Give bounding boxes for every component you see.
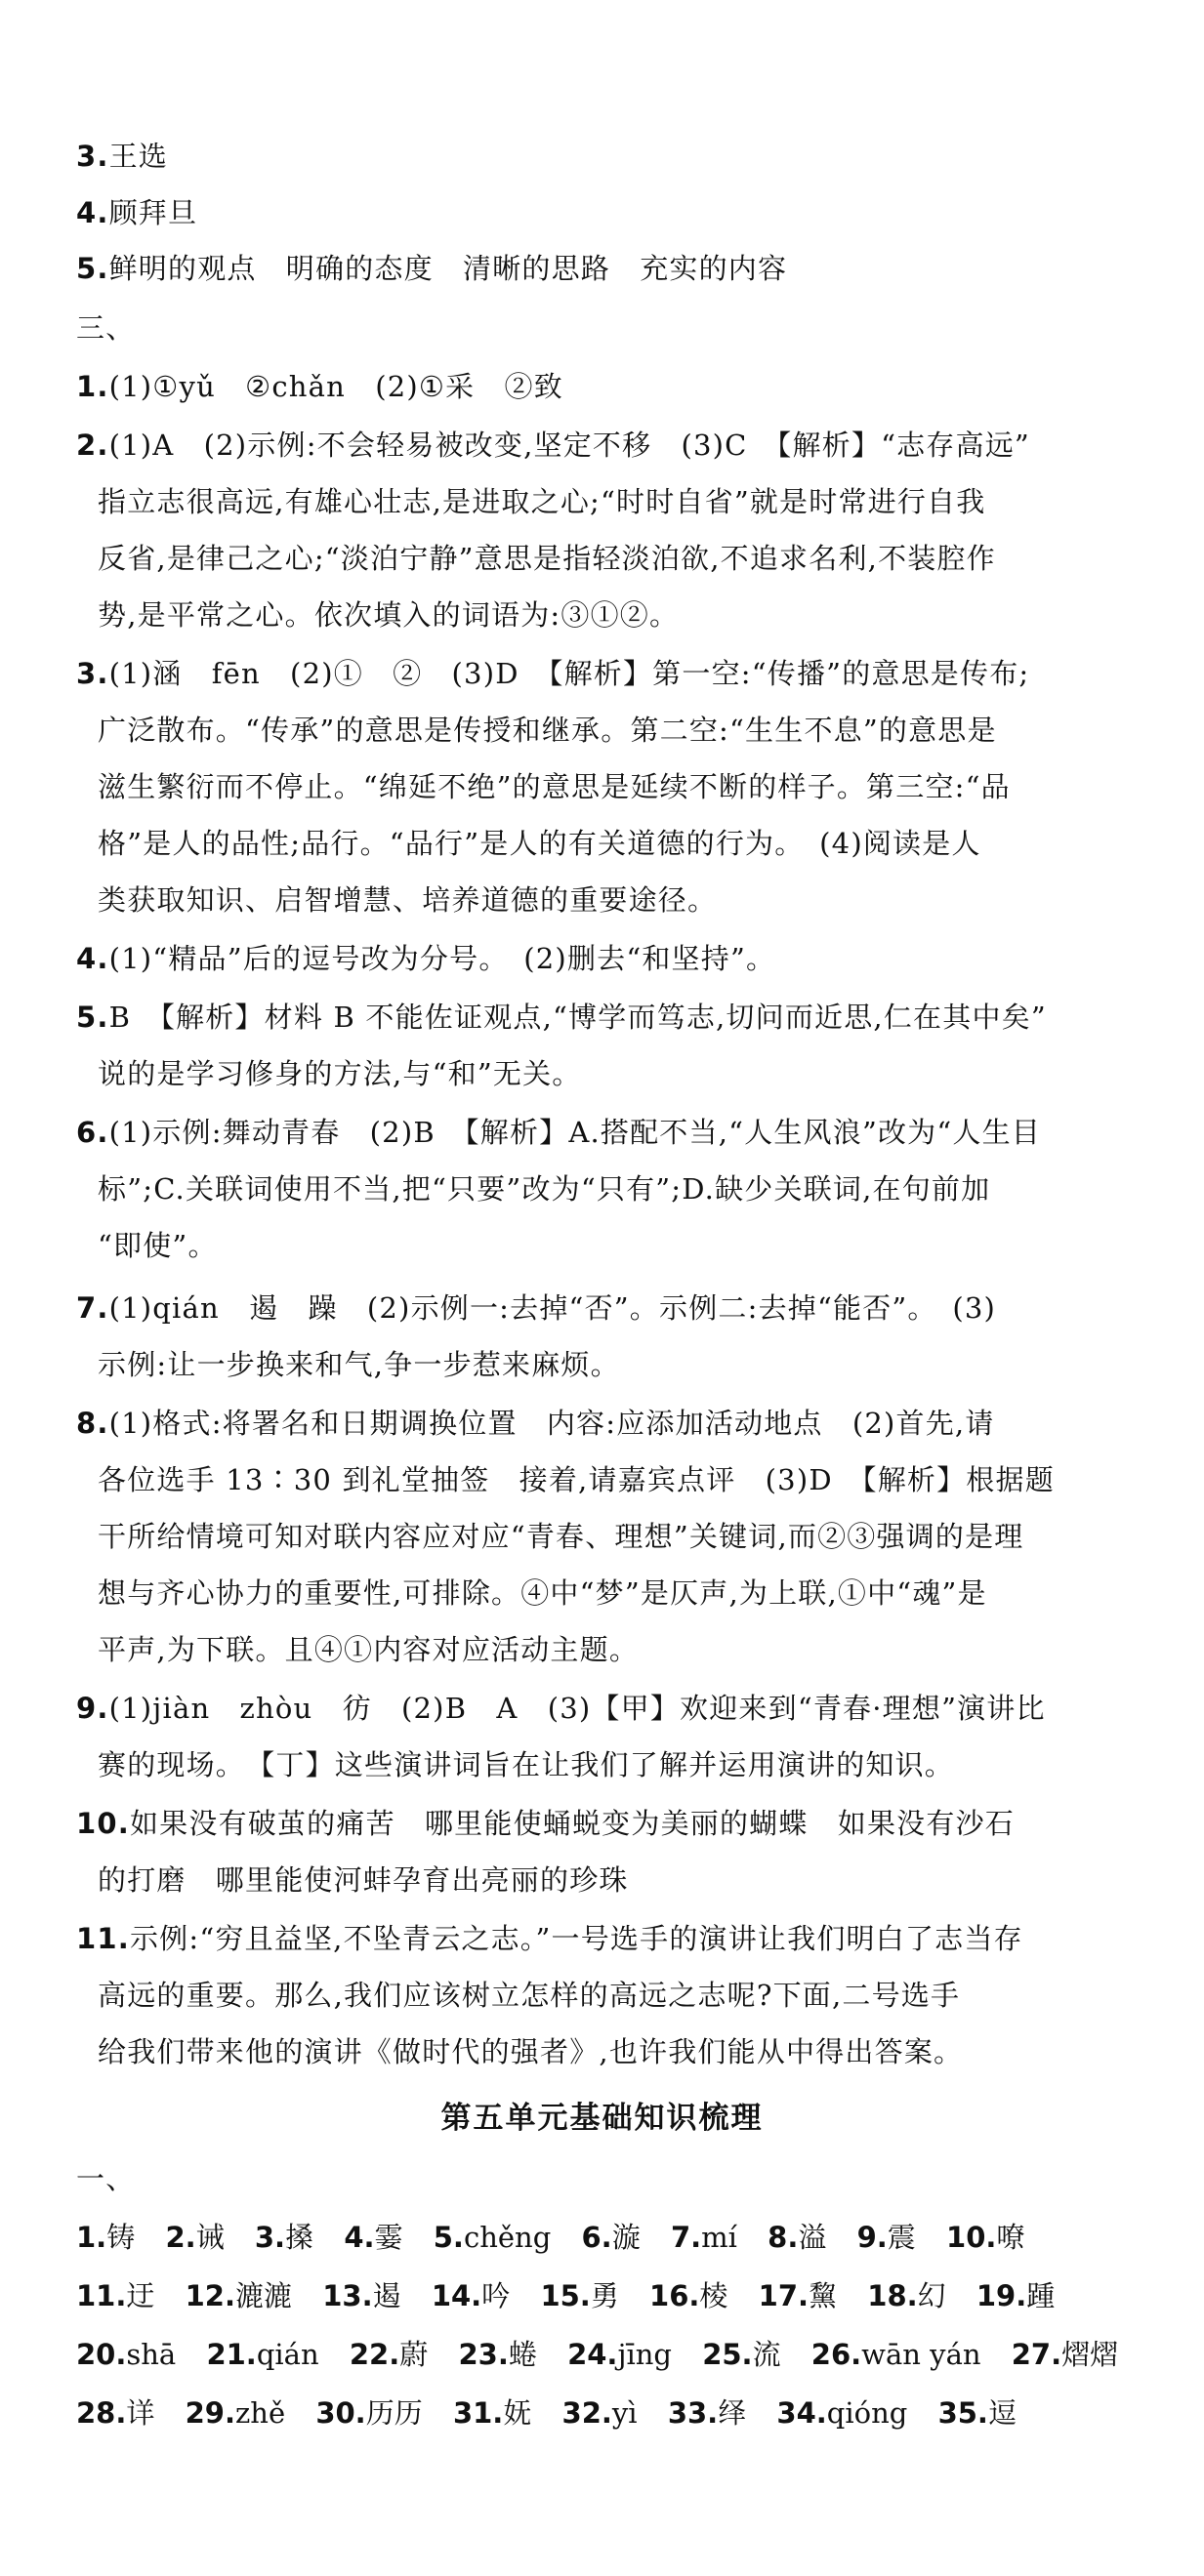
vocab-item: 17.黧: [758, 2279, 838, 2312]
answer-q4: 4.顾拜旦: [76, 196, 198, 229]
answer-s8-line: 平声,为下联。且④①内容对应活动主题。: [98, 1633, 640, 1666]
vocab-item: 20.shā: [76, 2338, 177, 2371]
vocab-item: 10.嘹: [946, 2221, 1025, 2254]
vocab-item: 4.霎: [344, 2221, 403, 2254]
vocab-item: 14.吟: [431, 2279, 511, 2312]
vocab-item: 25.流: [702, 2338, 781, 2371]
answer-s5-line: 5.B 【解析】材料 B 不能佐证观点,“博学而笃志,切问而近思,仁在其中矣”: [76, 1001, 1047, 1034]
vocab-item: 29.zhě: [185, 2396, 286, 2430]
answer-s11-line: 高远的重要。那么,我们应该树立怎样的高远之志呢?下面,二号选手: [98, 1979, 961, 2012]
answer-s8-line: 干所给情境可知对联内容应对应“青春、理想”关键词,而②③强调的是理: [98, 1520, 1024, 1553]
vocab-item: 5.chěng: [433, 2221, 552, 2254]
answer-q3: 3.王选: [76, 140, 169, 173]
answer-s8-line: 各位选手 13∶30 到礼堂抽签 接着,请嘉宾点评 (3)D 【解析】根据题: [98, 1463, 1055, 1496]
answer-s6-line: “即使”。: [98, 1229, 218, 1262]
answer-s4-line: 4.(1)“精品”后的逗号改为分号。 (2)删去“和坚持”。: [76, 942, 776, 975]
vocab-item: 8.溢: [768, 2221, 827, 2254]
answer-s8-line: 8.(1)格式:将署名和日期调换位置 内容:应添加活动地点 (2)首先,请: [76, 1407, 995, 1440]
vocab-item: 35.逗: [937, 2396, 1017, 2430]
vocab-item: 23.蜷: [458, 2338, 537, 2371]
vocab-item: 7.mí: [670, 2221, 737, 2254]
answer-s7-line: 7.(1)qián 遏 躁 (2)示例一:去掉“否”。示例二:去掉“能否”。 (3): [76, 1291, 996, 1325]
vocab-item: 16.棱: [649, 2279, 728, 2312]
unit5-section-heading: 一、: [76, 2162, 136, 2195]
answer-q5: 5.鲜明的观点 明确的态度 清晰的思路 充实的内容: [76, 252, 788, 285]
vocab-item: 32.yì: [561, 2396, 638, 2430]
answer-s7-line: 示例:让一步换来和气,争一步惹来麻烦。: [98, 1348, 620, 1381]
answer-s10-line: 10.如果没有破茧的痛苦 哪里能使蛹蜕变为美丽的蝴蝶 如果没有沙石: [76, 1807, 1015, 1840]
section-heading-3: 三、: [76, 311, 136, 345]
vocab-item: 22.蔚: [349, 2338, 429, 2371]
answer-s8-line: 想与齐心协力的重要性,可排除。④中“梦”是仄声,为上联,①中“魂”是: [98, 1576, 987, 1610]
answer-s11-line: 11.示例:“穷且益坚,不坠青云之志。”一号选手的演讲让我们明白了志当存: [76, 1922, 1023, 1955]
vocab-item: 19.踵: [976, 2279, 1056, 2312]
vocab-row-4: [76, 2393, 1141, 2433]
answer-s2-line: 2.(1)A (2)示例:不会轻易被改变,坚定不移 (3)C 【解析】“志存高远”: [76, 429, 1030, 462]
answer-s9-line: 9.(1)jiàn zhòu 彷 (2)B A (3)【甲】欢迎来到“青春·理想”演讲比: [76, 1692, 1046, 1725]
vocab-item: 33.绎: [667, 2396, 747, 2430]
answer-s3-line: 广泛散布。“传承”的意思是传授和继承。第二空:“生生不息”的意思是: [98, 714, 997, 747]
vocab-item: 15.勇: [540, 2279, 619, 2312]
vocab-item: 31.妩: [452, 2396, 532, 2430]
vocab-item: 9.震: [856, 2221, 916, 2254]
vocab-item: 21.qián: [206, 2338, 319, 2371]
answer-s6-line: 6.(1)示例:舞动青春 (2)B 【解析】A.搭配不当,“人生风浪”改为“人生目: [76, 1116, 1042, 1149]
answer-s2-line: 指立志很高远,有雄心壮志,是进取之心;“时时自省”就是时常进行自我: [98, 485, 986, 518]
answer-s3-line: 格”是人的品性;品行。“品行”是人的有关道德的行为。 (4)阅读是人: [98, 827, 981, 860]
answer-s3-line: 3.(1)涵 fēn (2)① ② (3)D 【解析】第一空:“传播”的意思是传布;: [76, 657, 1030, 690]
answer-s5-line: 说的是学习修身的方法,与“和”无关。: [98, 1057, 582, 1090]
answer-s10-line: 的打磨 哪里能使河蚌孕育出亮丽的珍珠: [98, 1863, 629, 1897]
answer-s1-line: 1.(1)①yǔ ②chǎn (2)①采 ②致: [76, 370, 563, 403]
answer-s6-line: 标”;C.关联词使用不当,把“只要”改为“只有”;D.缺少关联词,在句前加: [98, 1172, 991, 1206]
vocab-item: 26.wān yán: [810, 2338, 981, 2371]
vocab-item: 28.详: [76, 2396, 155, 2430]
answer-s2-line: 势,是平常之心。依次填入的词语为:③①②。: [98, 598, 680, 632]
vocab-item: 2.诫: [165, 2221, 225, 2254]
vocab-item: 11.迂: [76, 2279, 155, 2312]
vocab-item: 27.熠熠: [1011, 2338, 1119, 2371]
vocab-item: 1.铸: [76, 2221, 136, 2254]
vocab-item: 18.幻: [867, 2279, 946, 2312]
vocab-item: 34.qióng: [776, 2396, 908, 2430]
answer-s9-line: 赛的现场。 【丁】这些演讲词旨在让我们了解并运用演讲的知识。: [98, 1748, 955, 1781]
answer-s3-line: 滋生繁衍而不停止。“绵延不绝”的意思是延续不断的样子。第三空:“品: [98, 770, 1011, 803]
unit5-title: 第五单元基础知识梳理: [440, 2101, 764, 2136]
vocab-row-2: [76, 2276, 1141, 2315]
vocab-item: 6.漩: [581, 2221, 641, 2254]
vocab-item: 24.jīng: [567, 2338, 672, 2371]
vocab-item: 12.漉漉: [185, 2279, 292, 2312]
vocab-item: 30.历历: [315, 2396, 423, 2430]
vocab-item: 3.搡: [254, 2221, 314, 2254]
answer-s2-line: 反省,是律己之心;“淡泊宁静”意思是指轻淡泊欲,不追求名利,不装腔作: [98, 542, 996, 575]
vocab-row-1: [76, 2218, 1141, 2257]
vocab-item: 13.遏: [322, 2279, 401, 2312]
answer-s11-line: 给我们带来他的演讲《做时代的强者》,也许我们能从中得出答案。: [98, 2035, 964, 2068]
vocab-row-3: [76, 2335, 1141, 2374]
answer-s3-line: 类获取知识、启智增慧、培养道德的重要途径。: [98, 883, 718, 917]
